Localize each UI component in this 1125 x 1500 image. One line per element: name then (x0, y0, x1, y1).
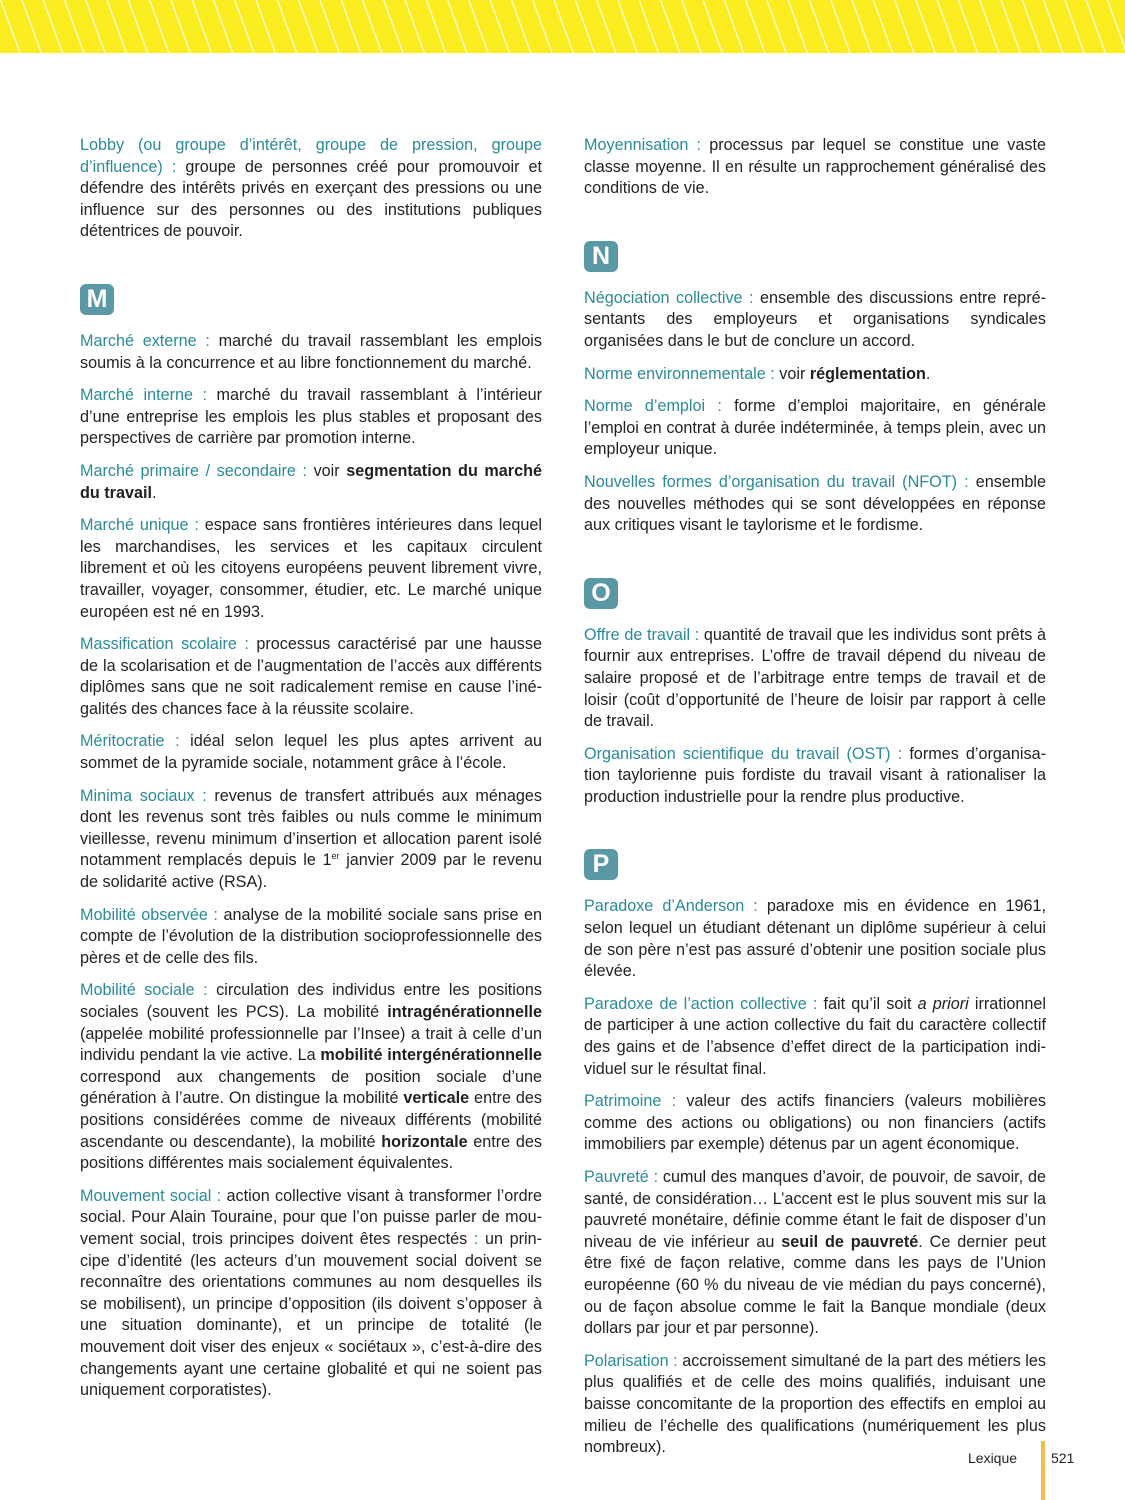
decorative-header-band (0, 0, 1125, 53)
entry-lobby: Lobby (ou groupe d’intérêt, groupe de pression, groupe d’influence) : groupe de personnes créé pour promouvoir et défendre des intérêts privés en exerçant des pressions ou une influence sur des personnes ou des institutions publiques détentrices de pouvoir. (80, 136, 542, 241)
definition: ensemble des nouvelles méthodes qui se sont développées en réponse aux critiques visant le taylorisme et le fordisme. (584, 472, 1046, 535)
term: Mobilité observée (80, 905, 208, 924)
term: Nouvelles formes d’organisation du travail (NFOT) (584, 472, 958, 491)
footer-divider-bar (1041, 1441, 1045, 1500)
definition: groupe de personnes créé pour promouvoir et défendre des intérêts privés en exerçant des pressions ou une influence sur des personnes ou des institutions publiques détentrices de pouvoir. (80, 157, 542, 241)
term: Minima sociaux (80, 786, 195, 805)
definition: processus caractérisé par une hausse de la scolarisation et de l’augmentation de l’accès aux différents diplômes sans que ne soit radicalement remise en cause l’inégalités des chances face à la réussite scolaire. (80, 635, 542, 718)
glossary-column-left (80, 135, 542, 1413)
entry-marche-primaire-secondaire: Marché primaire / secondaire : voir segmentation du marché du travail. (80, 461, 542, 502)
term: Norme environnementale (584, 364, 766, 383)
entry-offre-de-travail: Offre de travail : quantité de travail que les individus sont prêts à fournir aux entreprises. L’offre de travail dépend du niveau de salaire proposé et de l’arbitrage entre temps de travail et de loisir (coût d’opportunité de l’heure de loisir par rapport à celle de travail. (584, 625, 1047, 731)
definition: quantité de travail que les individus sont prêts à fournir aux entreprises. L’offre de travail dépend du niveau de salaire proposé et de l’arbitrage entre temps de travail et de loisir (coût d’opportunité de l’heure de loisir par rapport à celle de travail. (584, 625, 1047, 731)
entry-negociation-collective: Négociation collective : ensemble des discussions entre représentants des employeurs et organisations syndicales organisées dans le but de conclure un accord. (584, 288, 1046, 350)
letter-badge-m: M (80, 284, 114, 315)
entry-marche-interne: Marché interne : marché du travail rassemblant à l’intérieur d’une entreprise les emplois les plus stables et proposant des perspectives de carrière par promotion interne. (80, 386, 542, 448)
letter-badge-p: P (584, 849, 618, 880)
definition: valeur des actifs financiers (valeurs mobilières comme des actions ou obligations) ou non financiers (actifs immobiliers par exemple) détenus par un agent économique. (584, 1092, 1046, 1154)
entry-patrimoine: Patrimoine : valeur des actifs financiers (valeurs mobilières comme des actions ou obligations) ou non financiers (actifs immobiliers par exemple) détenus par un agent économique. (584, 1092, 1046, 1154)
entry-polarisation: Polarisation : accroissement simultané de la part des métiers les plus qualifiés et de celle des moins qualifiés, induisant une baisse concomitante de la proportion des effectifs en emploi au milieu de l’échelle des qualifications (numériquement les plus nombreux). (584, 1351, 1046, 1457)
definition: formes d’organisation taylorienne puis fordiste du travail visant à rationaliser la production industrielle pour la rendre plus productive. (584, 744, 1046, 806)
definition: processus par lequel se constitue une vaste classe moyenne. Il en résulte un rapprochement généralisé des conditions de vie. (584, 136, 1046, 198)
cross-reference: segmentation du marché du travail (80, 461, 542, 502)
entry-moyennisation: Moyennisation : processus par lequel se constitue une vaste classe moyenne. Il en résulte un rapprochement généralisé des conditions de vie. (584, 136, 1046, 198)
entry-pauvrete: Pauvreté : cumul des manques d’avoir, de pouvoir, de savoir, de santé, de considération… L’accent est le plus souvent mis sur la pauvreté monétaire, définie comme étant le fait de disposer d’un niveau de vie inférieur au seuil de pauvreté. Ce dernier peut être fixé de façon relative, comme dans les pays de l’Union européenne (60 % du niveau de vie médian du pays concerné), ou de façon absolue comme le fait la Banque mondiale (deux dollars par jour et par personne). (584, 1168, 1046, 1338)
letter-badge-o: O (584, 578, 618, 609)
entry-marche-unique: Marché unique : espace sans frontières intérieures dans lequel les marchandises, les services et les capitaux circulent librement et où les citoyens européens peuvent librement vivre, travailler, voyager, consommer, étudier, etc. Le marché unique européen est né en 1993. (80, 516, 542, 621)
term: Pauvreté (584, 1168, 649, 1186)
term: Marché externe (80, 331, 197, 350)
term: Méritocratie (80, 732, 165, 751)
glossary-column-right (584, 135, 1046, 1470)
entry-norme-emploi: Norme d’emploi : forme d’emploi majoritaire, en générale l’emploi en contrat à durée indéterminée, à temps plein, avec un employeur unique. (584, 397, 1046, 459)
term: Organisation scientifique du travail (OST) (584, 744, 891, 763)
entry-minima-sociaux: Minima sociaux : revenus de transfert attribués aux ménages dont les revenus sont très faibles ou nuls comme le minimum vieillesse, revenu minimum d’insertion et allocation parent isolé notamment remplacés depuis le 1er janvier 2009 par le revenu de solidarité active (RSA). (80, 786, 542, 892)
entry-paradoxe-anderson: Paradoxe d’Anderson : paradoxe mis en évidence en 1961, selon lequel un étudiant détenant un diplôme supérieur à celui de son père n’est pas assuré d’obtenir une position sociale plus élevée. (584, 897, 1046, 981)
term: Polarisation (584, 1351, 669, 1370)
term: Mouvement social (80, 1186, 212, 1205)
term: Mobilité sociale (80, 981, 195, 1000)
page-number: 521 (1051, 1450, 1075, 1466)
term: Marché primaire / secondaire (80, 461, 296, 480)
definition: paradoxe mis en évidence en 1961, selon lequel un étudiant détenant un diplôme supérieur à celui de son père n’est pas assuré d’obtenir une position sociale plus élevée. (584, 897, 1046, 981)
term: Marché unique (80, 516, 189, 535)
entry-ost: Organisation scientifique du travail (OST) : formes d’organisation taylorienne puis fordiste du travail visant à rationaliser la production industrielle pour la rendre plus productive. (584, 744, 1046, 806)
term: Norme d’emploi (584, 397, 706, 416)
term: Offre de travail (584, 625, 691, 644)
term: Négociation collective (584, 288, 743, 307)
entry-massification-scolaire: Massification scolaire : processus caractérisé par une hausse de la scolarisation et de l’augmentation de l’accès aux différents diplômes sans que ne soit radicalement remise en cause l’inégalités des chances face à la réussite scolaire. (80, 635, 542, 718)
entry-mobilite-sociale: Mobilité sociale : circulation des individus entre les positions sociales (souvent les PCS). La mobilité intragénérationnelle (appelée mobilité professionnelle par l’Insee) a trait à celle d’un individu pendant la vie active. La mobilité intergénérationnelle correspond aux changements de position sociale d’une génération à l’autre. On distingue la mobilité verticale entre des positions considérées comme de niveaux différents (mobilité ascendante ou descendante), la mobilité horizontale entre des positions différentes mais socialement équivalentes. (80, 981, 542, 1173)
entry-mouvement-social: Mouvement social : action collective visant à transformer l’ordre social. Pour Alain Touraine, pour que l’on puisse parler de mouvement social, trois principes doivent êtes respectés : un principe d’identité (les acteurs d’un mouvement social doivent se reconnaître des orientations communes au nom desquelles ils se mobilisent), un principe d’opposition (ils doivent s’opposer à une situation dominante), et un principe de totalité (le mouvement doit viser des enjeux « sociétaux », c’est-à-dire des changements ayant une certaine globalité et qui ne soient pas uniquement corporatistes). (80, 1186, 543, 1400)
term: Marché interne (80, 386, 193, 405)
letter-badge-n: N (584, 241, 618, 272)
term: Lobby (ou groupe d’intérêt, groupe de pression, groupe d’influence) (80, 136, 542, 176)
definition: marché du travail rassemblant les emplois soumis à la concurrence et au libre fonctionnement du marché. (80, 331, 542, 372)
definition: forme d’emploi majoritaire, en générale l’emploi en contrat à durée indéterminée, à temps plein, avec un employeur unique. (584, 397, 1046, 459)
term: Moyennisation (584, 136, 689, 154)
definition: idéal selon lequel les plus aptes arrivent au sommet de la pyramide sociale, notamment grâce à l’école. (80, 732, 542, 773)
term: Paradoxe de l’action collective (584, 994, 807, 1013)
definition: marché du travail rassemblant à l’intérieur d’une entreprise les emplois les plus stables et proposant des perspectives de carrière par promotion interne. (80, 386, 542, 448)
entry-mobilite-observee: Mobilité observée : analyse de la mobilité sociale sans prise en compte de l’évolution de la distribution socioprofessionnelle des pères et de celle des fils. (80, 905, 542, 967)
definition: espace sans frontières intérieures dans lequel les marchandises, les services et les capitaux circulent librement et où les citoyens européens peuvent librement vivre, travailler, voyager, consommer, étudier, etc. Le marché unique européen est né en 1993. (80, 516, 542, 621)
entry-paradoxe-action-collective: Paradoxe de l’action collective : fait qu’il soit a priori irrationnel de participer à une action collective du fait du caractère collectif des gains et de l’absence d’effet direct de la participation individuel sur le résultat final. (584, 994, 1046, 1078)
footer-section-label: Lexique (968, 1450, 1018, 1466)
entry-marche-externe: Marché externe : marché du travail rassemblant les emplois soumis à la concurrence et au libre fonctionnement du marché. (80, 331, 542, 372)
entry-meritocratie: Méritocratie : idéal selon lequel les plus aptes arrivent au sommet de la pyramide sociale, notamment grâce à l’école. (80, 732, 542, 773)
term: Massification scolaire (80, 635, 237, 654)
entry-norme-environnementale: Norme environnementale : voir réglementation. (584, 364, 931, 383)
cross-reference: réglementation (809, 364, 926, 383)
entry-nfot: Nouvelles formes d’organisation du travail (NFOT) : ensemble des nouvelles méthodes qui se sont développées en réponse aux critiques visant le taylorisme et le fordisme. (584, 472, 1046, 535)
definition: accroissement simultané de la part des métiers les plus qualifiés et de celle des moins qualifiés, induisant une baisse concomitante de la proportion des effectifs en emploi au milieu de l’échelle des qualifications (numériquement les plus nombreux). (584, 1351, 1046, 1457)
definition: ensemble des discussions entre représentants des employeurs et organisations syndicales organisées dans le but de conclure un accord. (584, 288, 1046, 350)
definition: analyse de la mobilité sociale sans prise en compte de l’évolution de la distribution socioprofessionnelle des pères et de celle des fils. (80, 905, 542, 967)
term: Patrimoine (584, 1092, 662, 1111)
term: Paradoxe d’Anderson (584, 897, 745, 916)
